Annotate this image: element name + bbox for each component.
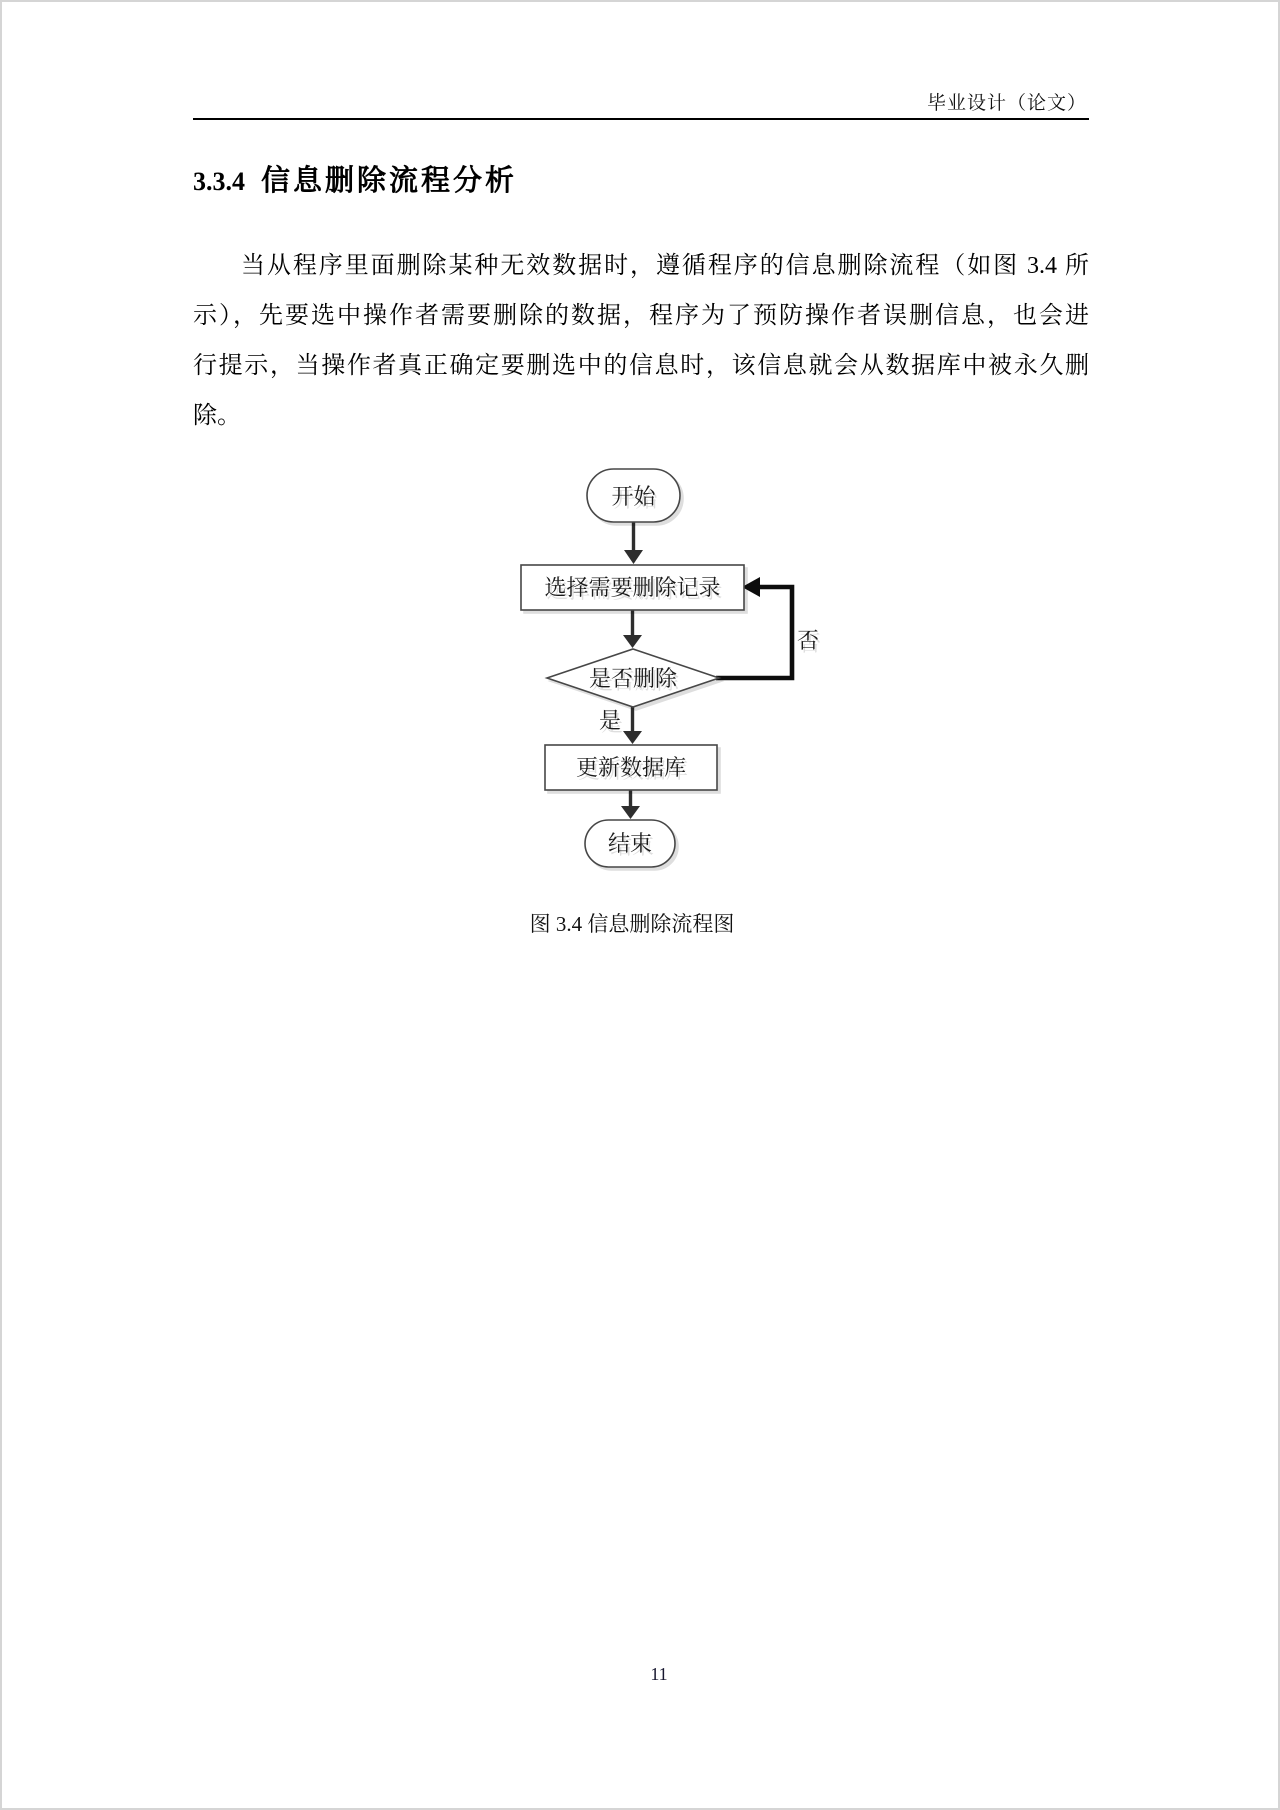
edge-label-yes: 是 bbox=[598, 708, 622, 733]
figure-caption: 图 3.4 信息删除流程图 bbox=[529, 912, 735, 936]
section-heading bbox=[193, 163, 517, 201]
arrow-start-to-select bbox=[624, 522, 643, 564]
header-divider-line bbox=[193, 118, 1089, 120]
start-node-label: 开始 bbox=[611, 484, 656, 509]
paragraph-line: 示），先要选中操作者需要删除的数据，程序为了预防操作者误删信息，也会进 bbox=[193, 303, 1089, 329]
page-number: 11 bbox=[650, 1664, 668, 1684]
end-node-label: 结束 bbox=[607, 831, 653, 856]
paragraph-line: 除。 bbox=[193, 403, 241, 429]
flowchart-figure bbox=[442, 457, 862, 877]
arrow-decision-to-update bbox=[623, 707, 642, 744]
edge-label-no: 否 bbox=[796, 628, 820, 653]
body-paragraph bbox=[193, 241, 1089, 441]
section-title: 信息删除流程分析 bbox=[261, 165, 518, 197]
arrow-select-to-decision bbox=[623, 610, 642, 648]
arrow-update-to-end bbox=[621, 790, 640, 819]
paragraph-line: 行提示，当操作者真正确定要删选中的信息时，该信息就会从数据库中被永久删 bbox=[193, 353, 1089, 379]
section-number: 3.3.4 bbox=[193, 167, 245, 196]
decision-node-label: 是否删除 bbox=[588, 666, 678, 691]
paragraph-line: 当从程序里面删除某种无效数据时，遵循程序的信息删除流程（如图 3.4 所 bbox=[241, 253, 1089, 279]
update-node-label: 更新数据库 bbox=[575, 755, 687, 780]
select-node-label: 选择需要删除记录 bbox=[544, 575, 721, 600]
running-header-title: 毕业设计（论文） bbox=[926, 93, 1087, 114]
